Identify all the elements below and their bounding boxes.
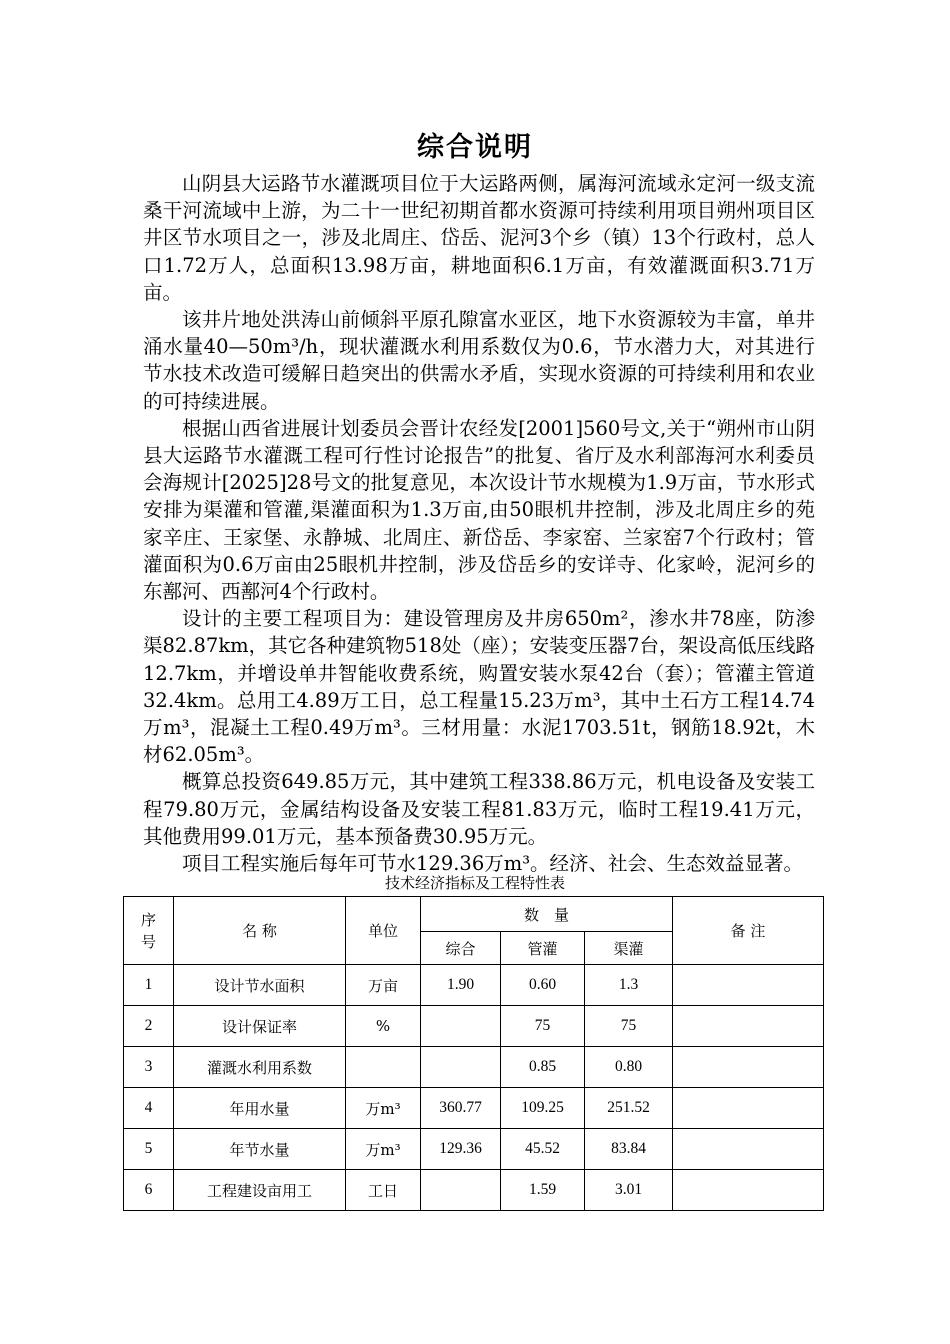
cell-total	[421, 1006, 501, 1047]
cell-seq: 2	[124, 1006, 174, 1047]
cell-unit: 万亩	[346, 965, 421, 1006]
header-total: 综合	[421, 932, 501, 965]
cell-name: 灌溉水利用系数	[174, 1047, 346, 1088]
paragraph-location: 山阴县大运路节水灌溉项目位于大运路两侧，属海河流域永定河一级支流桑干河流域中上游，为二十一世纪初期首都水资源可持续利用项目朔州项目区井区节水项目之一，涉及北周庄、岱岳、泥河3个乡（镇）13个行政村，总人口1.72万人，总面积13.98万亩，耕地面积6.1万亩，有效灌溉面积3.71万亩。	[143, 172, 815, 304]
table-caption: 技术经济指标及工程特性表	[384, 874, 565, 892]
cell-unit: %	[346, 1006, 421, 1047]
cell-name: 年节水量	[174, 1129, 346, 1170]
header-remark: 备 注	[673, 897, 824, 965]
cell-pipe: 45.52	[501, 1129, 585, 1170]
cell-remark	[673, 1047, 824, 1088]
cell-remark	[673, 1129, 824, 1170]
cell-pipe: 0.85	[501, 1047, 585, 1088]
cell-total	[421, 1170, 501, 1211]
cell-total	[421, 1047, 501, 1088]
table-row	[124, 1088, 824, 1129]
paragraph-investment: 概算总投资649.85万元，其中建筑工程338.86万元，机电设备及安装工程79.80万元，金属结构设备及安装工程81.83万元，临时工程19.41万元，其他费用99.01万元，基本预备费30.95万元。	[143, 770, 815, 848]
header-name: 名 称	[174, 897, 346, 965]
cell-unit	[346, 1047, 421, 1088]
cell-seq: 5	[124, 1129, 174, 1170]
table-body	[124, 965, 824, 1211]
cell-seq: 4	[124, 1088, 174, 1129]
cell-pipe: 75	[501, 1006, 585, 1047]
spec-table	[123, 896, 824, 1211]
header-seq: 序号	[124, 897, 174, 965]
cell-total: 360.77	[421, 1088, 501, 1129]
paragraph-design-scale: 根据山西省进展计划委员会晋计农经发[2001]560号文,关于“朔州市山阴县大运路节水灌溉工程可行性讨论报告”的批复、省厅及水利部海河水利委员会海规计[2025]28号文的批复意见，本次设计节水规模为1.9万亩，节水形式安排为渠灌和管灌,渠灌面积为1.3万亩,由50眼机井控制，涉及北周庄乡的苑家辛庄、王家堡、永静城、北周庄、新岱岳、李家窑、兰家窑7个行政村；管灌面积为0.6万亩由25眼机井控制，涉及岱岳乡的安详寺、化家岭，泥河乡的东鄯河、西鄯河4个行政村。	[143, 416, 815, 604]
cell-total: 129.36	[421, 1129, 501, 1170]
header-pipe: 管灌	[501, 932, 585, 965]
cell-remark	[673, 1170, 824, 1211]
table-row	[124, 965, 824, 1006]
cell-remark	[673, 965, 824, 1006]
table-row	[124, 1129, 824, 1170]
header-canal: 渠灌	[585, 932, 673, 965]
body-text	[143, 170, 815, 877]
cell-seq: 1	[124, 965, 174, 1006]
paragraph-water-resources: 该井片地处洪涛山前倾斜平原孔隙富水亚区，地下水资源较为丰富，单井涌水量40—50m³/h，现状灌溉水利用系数仅为0.6，节水潜力大，对其进行节水技术改造可缓解日趋突出的供需水矛盾，实现水资源的可持续利用和农业的可持续进展。	[143, 308, 815, 413]
page-title: 综合说明	[417, 132, 533, 163]
table-row	[124, 1170, 824, 1211]
cell-canal: 1.3	[585, 965, 673, 1006]
cell-canal: 75	[585, 1006, 673, 1047]
cell-name: 工程建设亩用工	[174, 1170, 346, 1211]
cell-remark	[673, 1088, 824, 1129]
cell-name: 设计保证率	[174, 1006, 346, 1047]
cell-total: 1.90	[421, 965, 501, 1006]
header-quantity: 数 量	[421, 897, 673, 932]
cell-seq: 3	[124, 1047, 174, 1088]
cell-name: 设计节水面积	[174, 965, 346, 1006]
cell-pipe: 109.25	[501, 1088, 585, 1129]
cell-canal: 83.84	[585, 1129, 673, 1170]
cell-canal: 251.52	[585, 1088, 673, 1129]
table-row	[124, 1006, 824, 1047]
cell-unit: 万m³	[346, 1088, 421, 1129]
table-header-row	[124, 897, 824, 932]
cell-name: 年用水量	[174, 1088, 346, 1129]
cell-unit: 工日	[346, 1170, 421, 1211]
paragraph-benefits: 项目工程实施后每年可节水129.36万m³。经济、社会、生态效益显著。	[182, 852, 804, 876]
table-row	[124, 1047, 824, 1088]
paragraph-main-works: 设计的主要工程项目为：建设管理房及井房650m²，渗水井78座，防渗渠82.87km，其它各种建筑物518处（座）；安装变压器7台，架设高低压线路12.7km，并增设单井智能收费系统，购置安装水泵42台（套）；管灌主管道32.4km。总用工4.89万工日，总工程量15.23万m³，其中土石方工程14.74万m³，混凝土工程0.49万m³。三材用量：水泥1703.51t，钢筋18.92t，木材62.05m³。	[143, 607, 816, 767]
cell-pipe: 1.59	[501, 1170, 585, 1211]
cell-canal: 3.01	[585, 1170, 673, 1211]
cell-remark	[673, 1006, 824, 1047]
cell-seq: 6	[124, 1170, 174, 1211]
cell-pipe: 0.60	[501, 965, 585, 1006]
header-unit: 单位	[346, 897, 421, 965]
cell-canal: 0.80	[585, 1047, 673, 1088]
cell-unit: 万m³	[346, 1129, 421, 1170]
